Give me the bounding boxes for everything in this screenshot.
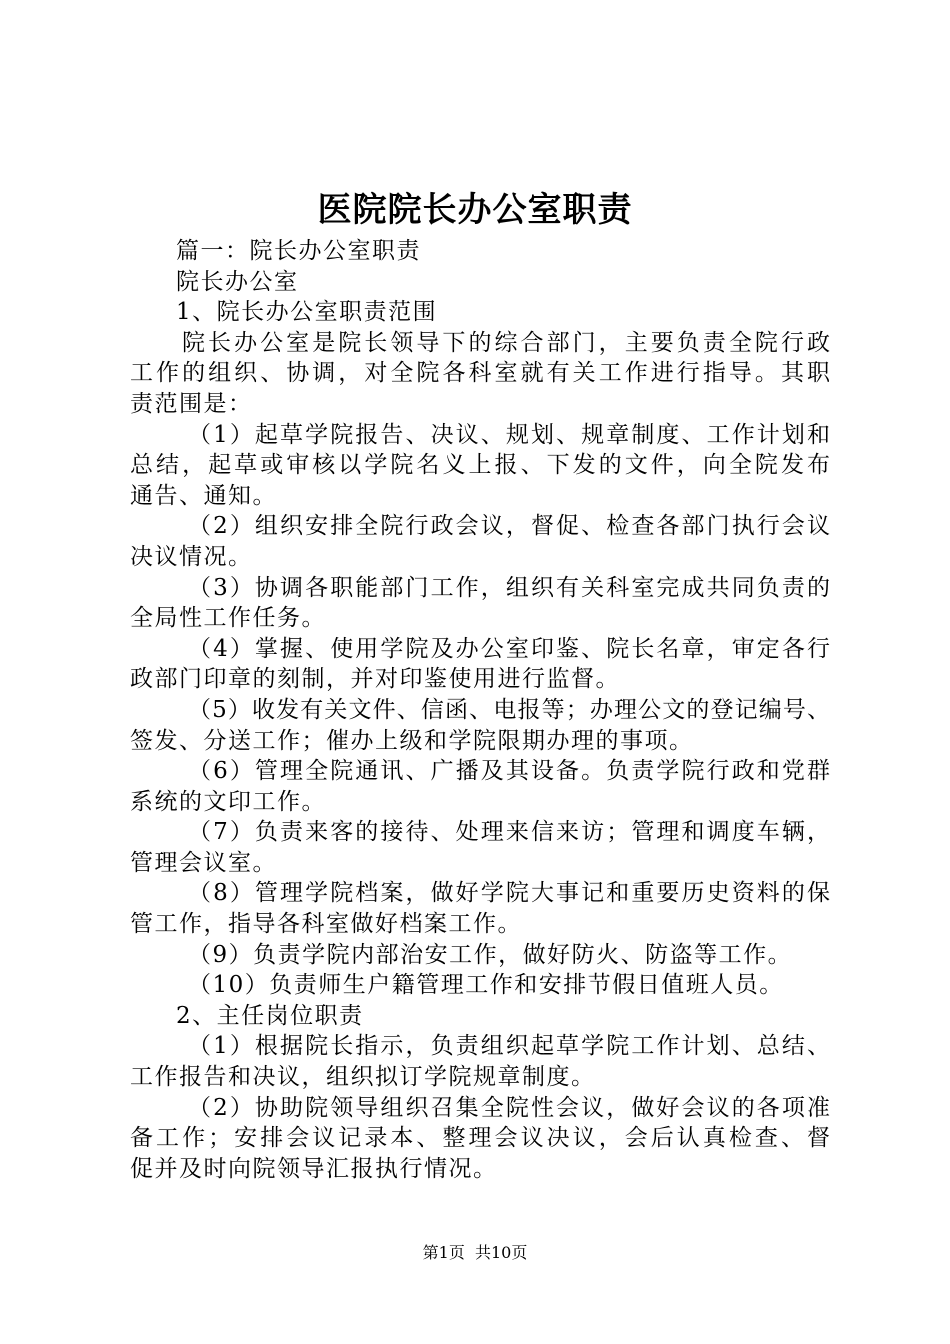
item-heading: 2、主任岗位职责 [176, 1002, 364, 1029]
section-heading: 篇一：院长办公室职责 [176, 238, 421, 264]
page-footer: 第1页 共10页 [422, 1243, 528, 1262]
paragraph-line: （8）管理学院档案，做好学院大事记和重要历史资料的保 [188, 880, 830, 907]
paragraph-line: （1）根据院长指示，负责组织起草学院工作计划、总结、 [188, 1033, 830, 1060]
paragraph-line: 管工作，指导各科室做好档案工作。 [130, 911, 522, 938]
paragraph-line: （3）协调各职能部门工作，组织有关科室完成共同负责的 [188, 574, 830, 601]
paragraph-line: 促并及时向院领导汇报执行情况。 [130, 1155, 498, 1182]
paragraph-line: 决议情况。 [130, 543, 253, 570]
paragraph-line: （1）起草学院报告、决议、规划、规章制度、工作计划和 [188, 421, 830, 448]
paragraph-line: （7）负责来客的接待、处理来信来访；管理和调度车辆， [188, 819, 830, 846]
paragraph-line: （2）组织安排全院行政会议，督促、检查各部门执行会议 [188, 513, 830, 540]
paragraph-line: 工作报告和决议，组织拟订学院规章制度。 [130, 1064, 596, 1091]
paragraph-line: 全局性工作任务。 [130, 605, 326, 632]
document-body [130, 236, 830, 1184]
item-heading: 1、院长办公室职责范围 [176, 299, 438, 326]
paragraph-line: 政部门印章的刻制，并对印鉴使用进行监督。 [130, 666, 620, 693]
paragraph-line: 院长办公室是院长领导下的综合部门，主要负责全院行政 [182, 329, 830, 356]
paragraph-line: （2）协助院领导组织召集全院性会议，做好会议的各项准 [188, 1094, 830, 1121]
paragraph-line: 备工作；安排会议记录本、整理会议决议，会后认真检查、督 [130, 1125, 830, 1152]
paragraph-line: （4）掌握、使用学院及办公室印鉴、院长名章，审定各行 [188, 635, 830, 662]
paragraph-line: （9）负责学院内部治安工作，做好防火、防盗等工作。 [188, 941, 793, 968]
paragraph-line: （5）收发有关文件、信函、电报等；办理公文的登记编号、 [188, 696, 830, 723]
paragraph-line: （6）管理全院通讯、广播及其设备。负责学院行政和党群 [188, 758, 830, 785]
paragraph-line: 工作的组织、协调，对全院各科室就有关工作进行指导。其职 [130, 360, 830, 387]
paragraph-line: 系统的文印工作。 [130, 788, 326, 815]
paragraph-line: 通告、通知。 [130, 482, 277, 509]
paragraph-line: （10）负责师生户籍管理工作和安排节假日值班人员。 [188, 972, 784, 999]
paragraph-line: 责范围是： [130, 390, 253, 417]
document-title: 医院院长办公室职责 [317, 190, 633, 230]
paragraph-line: 签发、分送工作；催办上级和学院限期办理的事项。 [130, 727, 694, 754]
paragraph-line: 总结，起草或审核以学院名义上报、下发的文件，向全院发布 [130, 452, 830, 479]
subsection-heading: 院长办公室 [176, 268, 299, 295]
paragraph-line: 管理会议室。 [130, 849, 277, 876]
